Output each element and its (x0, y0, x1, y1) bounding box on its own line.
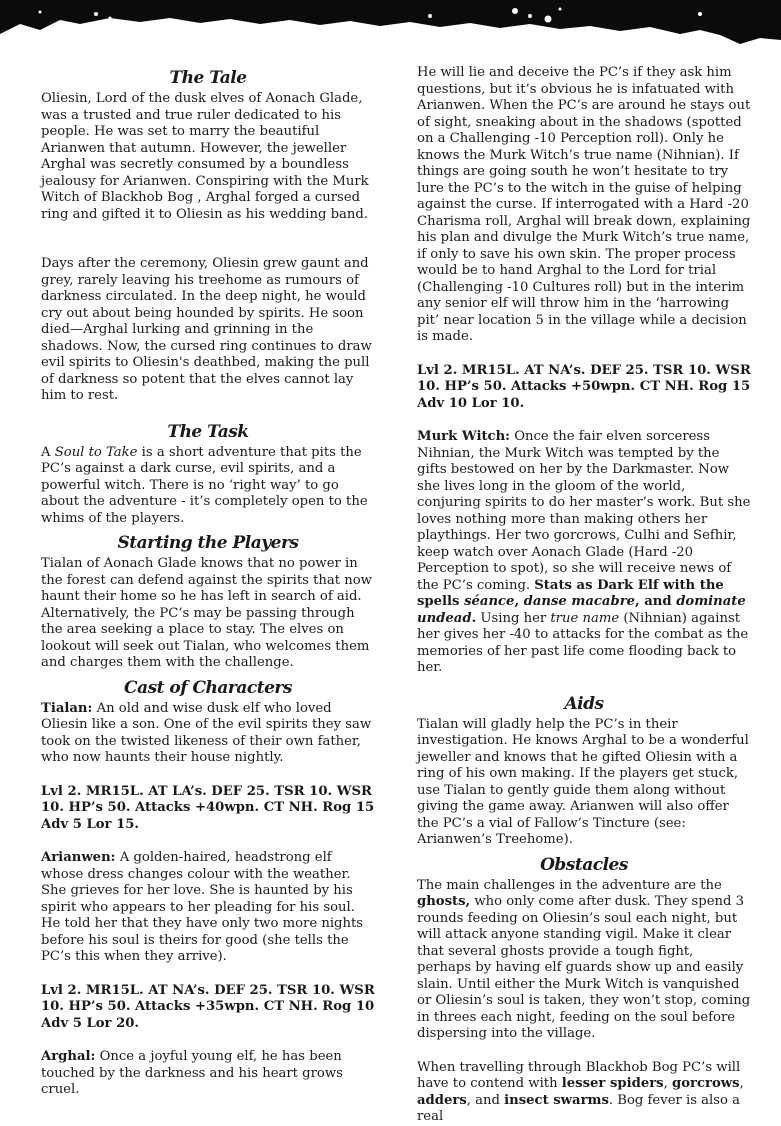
arianwen-name: Arianwen: (41, 850, 116, 865)
aids-heading: Aids (564, 693, 604, 714)
arianwen-entry: Arianwen: A golden-haired, headstrong elf whose dress changes colour with the weather. She grieves for her love. She is haunted by his spirit who appears to her pleading for his soul. He told her that they have only two more nights before his soul is theirs for good (she tells the PC’s this when they arrive). (41, 850, 364, 964)
cast-heading: Cast of Characters (124, 677, 292, 698)
task-paragraph: A Soul to Take is a short adventure that pits the PC’s against a dark curse, evil spirits, and a powerful witch. There is no ‘right way’ to go about the adventure - it’s completely open to the whims of the players. (41, 444, 368, 526)
tialan-entry: Tialan: An old and wise dusk elf who loved Oliesin like a son. One of the evil spirits they saw took on the twisted likeness of their own father, who now haunts their house nightly. (41, 700, 372, 765)
arghal-continued: He will lie and deceive the PC’s if they ask him questions, but it’s obvious he is infatuated with Arianwen. When the PC’s are around he stays out of sight, sneaking about in the shadows (spotted on a Challenging -10 Perception roll). Only he knows the Murk Witch’s true name (Nihnian). If things are going south he won’t hesitate to try lure the PC’s to the witch in the guise of helping against the curse. If interrogated with a Hard -20 Charisma roll, Arghal will break down, explaining his plan and divulge the Murk Witch’s true name, if only to save his own skin. The proper process would be to hand Arghal to the Lord for trial (Challenging -10 Cultures roll) but in the interim any senior elf will throw him in the ‘harrowing pit’ near location 5 in the village while a decision is made. (417, 65, 751, 344)
tialan-name: Tialan: (41, 700, 93, 716)
adventure-title: Soul to Take (54, 444, 138, 460)
ink-banner (0, 0, 781, 46)
arianwen-stats: Lvl 2. MR15L. AT NA’s. DEF 25. TSR 10. WSR 10. HP’s 50. Attacks +35wpn. CT NH. Rog 10 Adv 5 Lor 20. (41, 982, 375, 1031)
obstacles-paragraph-2: When travelling through Blackhob Bog PC’s will have to contend with lesser spiders, gorcrows, adders, and insect swarms. Bog fever is also a real (417, 1059, 744, 1124)
obstacles-paragraph-1: The main challenges in the adventure are the ghosts, who only come after dusk. They spend 3 rounds feeding on Oliesin’s soul each night, but will attack anyone standing vigil. Make it clear that several ghosts provide a tough fight, perhaps by having elf guards show up and easily slain. Until either the Murk Witch is vanquished or Oliesin’s soul is taken, they won’t stop, coming in threes each night, feeding on the soul before dispersing into the village. (417, 877, 751, 1041)
left-column (41, 64, 375, 1099)
starting-heading: Starting the Players (117, 533, 299, 553)
aids-paragraph: Tialan will gladly help the PC’s in their investigation. He knows Arghal to be a wonderful jeweller and knows that he gifted Oliesin with a ring of his own making. If the players get stuck, use Tialan to gently guide them along without giving the game away. Arianwen will also offer the PC’s a vial of Fallow’s Tincture (see: Arianwen’s Treehome). (417, 716, 749, 847)
tale-paragraph-2: Days after the ceremony, Oliesin grew gaunt and grey, rarely leaving his treehome as rumours of darkness circulated. In the deep night, he would cry out about being hounded by spirits. He soon died—Arghal lurking and grinning in the shadows. Now, the cursed ring continues to draw evil spirits to Oliesin's deathbed, making the pull of darkness so potent that the elves cannot lay him to rest. (41, 256, 372, 403)
arghal-name: Arghal: (41, 1049, 96, 1064)
starting-paragraph: Tialan of Aonach Glade knows that no power in the forest can defend against the spirits that now haunt their home so he has left in search of aid. Alternatively, the PC’s may be passing through the area seeking a place to stay. The elves on lookout will seek out Tialan, who welcomes them and charges them with the challenge. (41, 556, 372, 670)
tale-heading: The Tale (169, 68, 247, 88)
tialan-stats: Lvl 2. MR15L. AT LA’s. DEF 25. TSR 10. WSR 10. HP’s 50. Attacks +40wpn. CT NH. Rog 15 Adv 5 Lor 15. (41, 783, 375, 832)
task-heading: The Task (167, 421, 249, 442)
murk-witch-entry: Murk Witch: Once the fair elven sorceress Nihnian, the Murk Witch was tempted by the gifts bestowed on her by the Darkmaster. Now she lives long in the gloom of the world, conjuring spirits to do her master’s work. But she loves nothing more than making others her playthings. Her two gorcrows, Culhi and Sefhir, keep watch over Aonach Glade (Hard -20 Perception to spot), so she will receive news of the PC’s coming. Stats as Dark Elf with the spells séance, danse macabre, and dominate undead. Using her true name (Nihnian) against her gives her -40 to attacks for the combat as the memories of her past life come flooding back to her. (417, 429, 751, 675)
murk-witch-name: Murk Witch: (417, 429, 511, 444)
tale-paragraph-1: Oliesin, Lord of the dusk elves of Aonach Glade, was a trusted and true ruler dedicated to his people. He was set to marry the beautiful Arianwen that autumn. However, the jeweller Arghal was secretly consumed by a boundless jealousy for Arianwen. Conspiring with the Murk Witch of Blackhob Bog , Arghal forged a cursed ring and gifted it to Oliesin as his wedding band. (41, 91, 369, 222)
obstacles-heading: Obstacles (540, 854, 628, 875)
arghal-stats: Lvl 2. MR15L. AT NA’s. DEF 25. TSR 10. WSR 10. HP’s 50. Attacks +50wpn. CT NH. Rog 15 Adv 10 Lor 10. (417, 362, 751, 411)
right-column (417, 65, 751, 1126)
arghal-entry: Arghal: Once a joyful young elf, he has been touched by the darkness and his heart grows cruel. (41, 1049, 343, 1097)
